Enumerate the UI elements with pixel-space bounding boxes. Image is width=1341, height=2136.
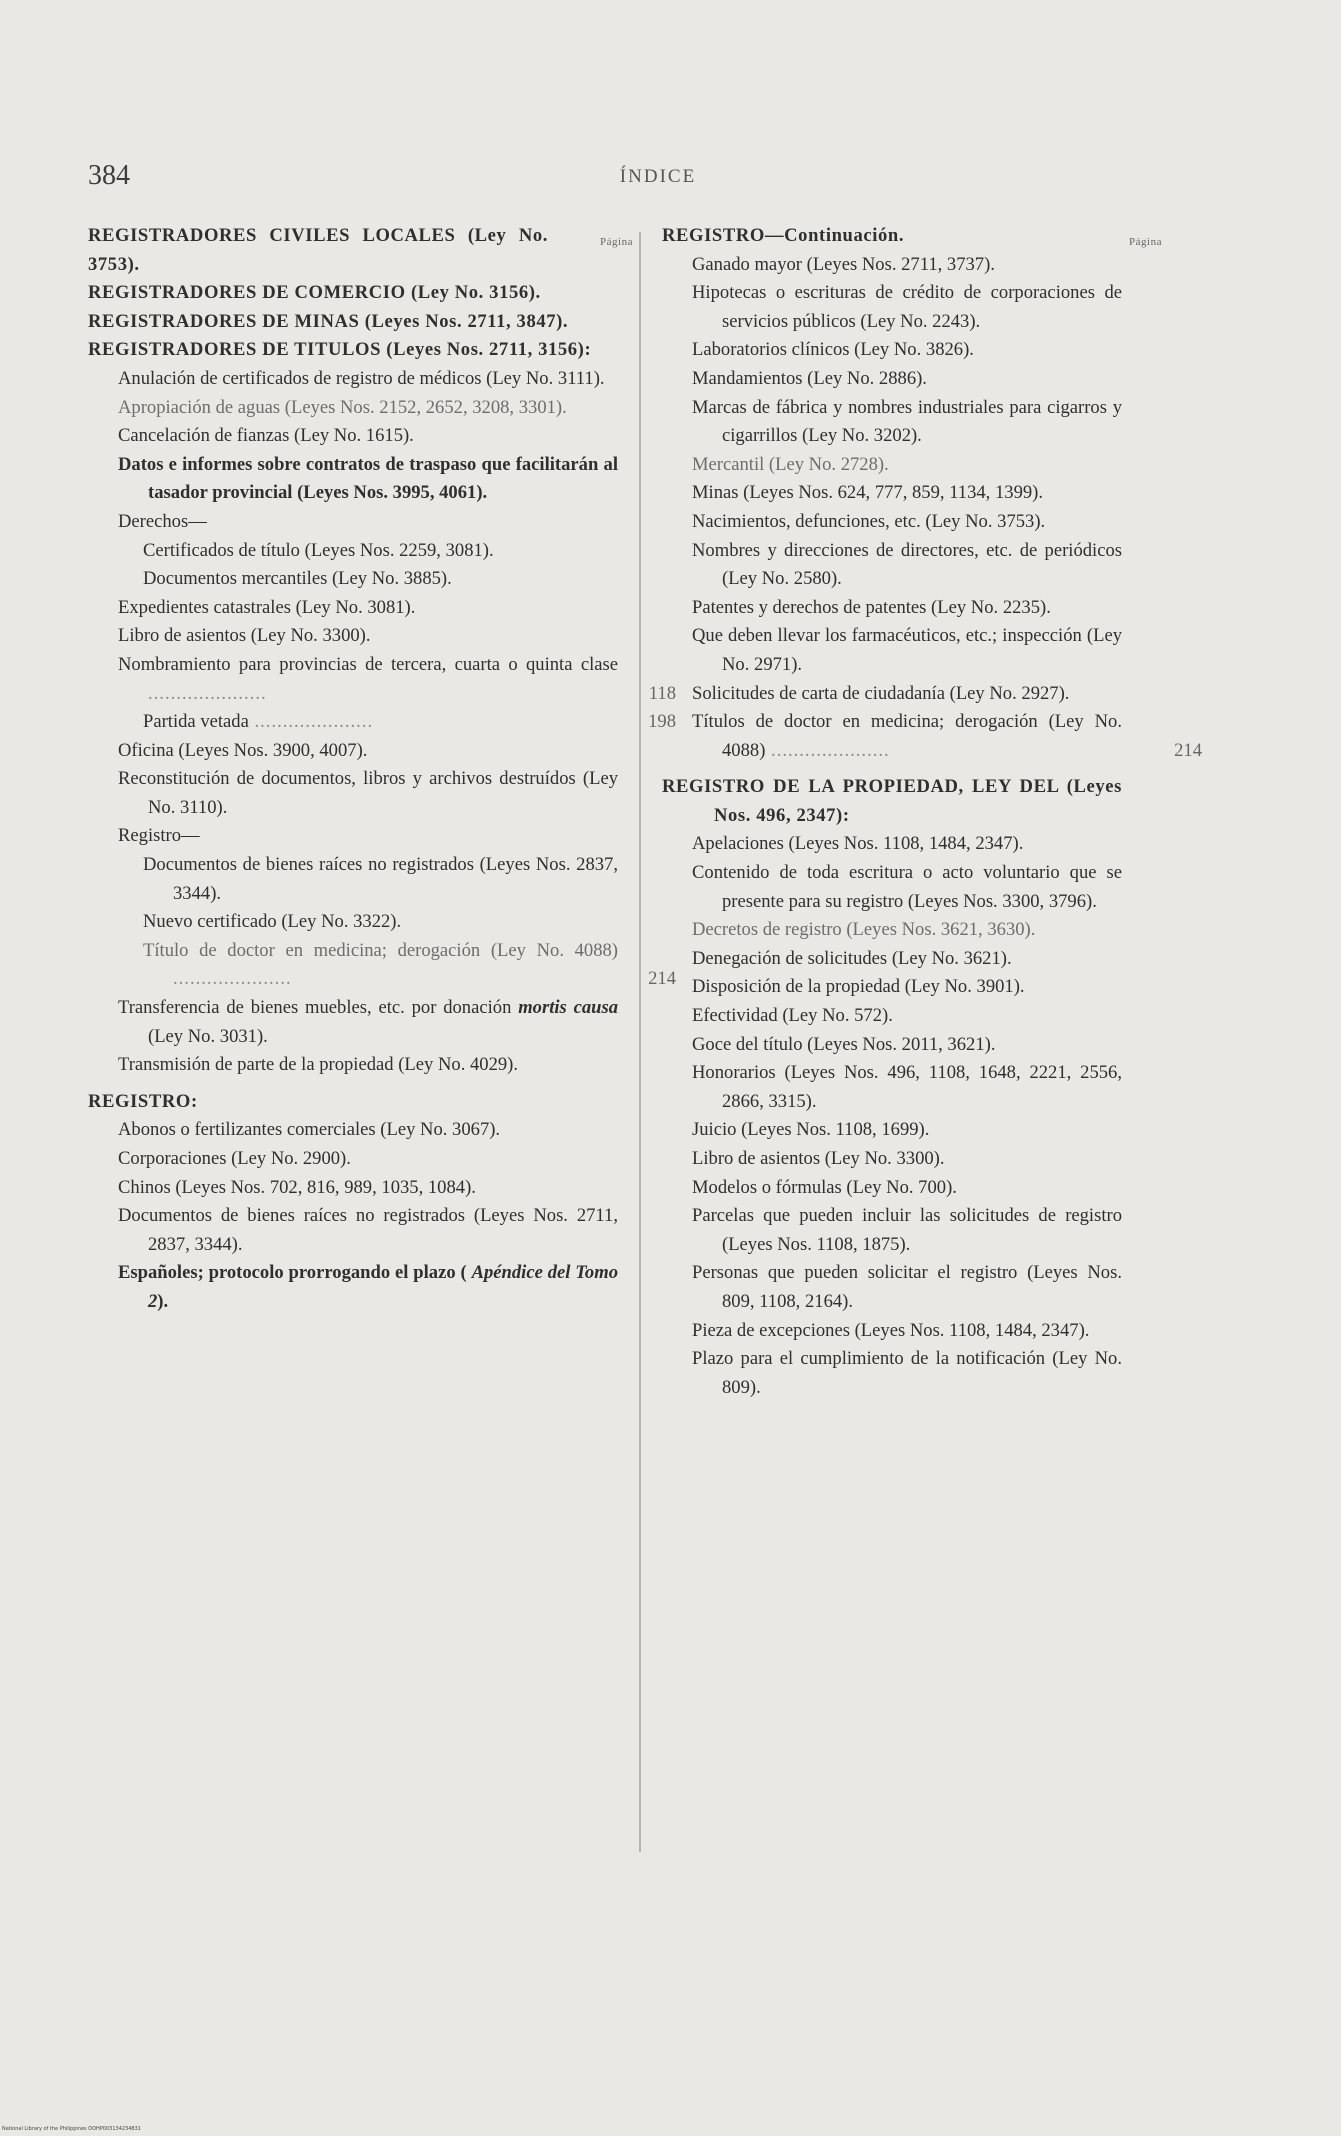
entry-text: Apelaciones (Leyes Nos. 1108, 1484, 2347). <box>692 833 1024 855</box>
index-entry <box>143 565 618 594</box>
column-divider <box>639 232 641 1852</box>
index-entry <box>692 537 1122 594</box>
entry-text: Anulación de certificados de registro de médicos (Ley No. 3111). <box>118 367 605 389</box>
page-header <box>88 160 1228 200</box>
entry-text: Ganado mayor (Leyes Nos. 2711, 3737). <box>692 253 995 275</box>
index-entry <box>692 394 1122 451</box>
entry-text: REGISTRADORES DE COMERCIO (Ley No. 3156). <box>88 282 541 304</box>
entry-text: Documentos mercantiles (Ley No. 3885). <box>143 568 452 590</box>
index-entry <box>118 1174 618 1203</box>
page-reference: 214 <box>648 968 676 990</box>
entry-text: Partida vetada <box>143 711 249 733</box>
entry-text: Minas (Leyes Nos. 624, 777, 859, 1134, 1399). <box>692 482 1044 504</box>
entry-text: REGISTRADORES CIVILES LOCALES (Ley No. 3753). <box>88 225 548 275</box>
index-entry <box>692 622 1122 679</box>
index-entry <box>118 651 676 708</box>
index-entry <box>692 1031 1122 1060</box>
index-entry <box>88 222 618 279</box>
entry-text: Modelos o fórmulas (Ley No. 700). <box>692 1176 957 1198</box>
entry-text: Goce del título (Leyes Nos. 2011, 3621). <box>692 1033 996 1055</box>
entry-text: Solicitudes de carta de ciudadanía (Ley No. 2927). <box>692 682 1070 704</box>
entry-text: Expedientes catastrales (Ley No. 3081). <box>118 596 416 618</box>
index-entry <box>88 308 618 337</box>
entry-text: Abonos o fertilizantes comerciales (Ley No. 3067). <box>118 1119 501 1141</box>
index-entry <box>662 773 1122 830</box>
index-entry <box>143 708 676 737</box>
index-entry <box>118 394 618 423</box>
index-entry <box>143 908 618 937</box>
entry-text: Mandamientos (Ley No. 2886). <box>692 367 927 389</box>
index-entry <box>692 1259 1122 1316</box>
index-entry <box>692 830 1122 859</box>
index-entry <box>692 1345 1122 1402</box>
entry-text: Denegación de solicitudes (Ley No. 3621). <box>692 947 1012 969</box>
index-entry <box>143 537 618 566</box>
entry-text: REGISTRADORES DE TITULOS (Leyes Nos. 2711, 3156): <box>88 339 592 361</box>
entry-text: REGISTRO DE LA PROPIEDAD, LEY DEL (Leyes Nos. 496, 2347): <box>662 776 1122 826</box>
page-number: 384 <box>88 160 130 191</box>
index-entry <box>692 916 1122 945</box>
entry-text: Patentes y derechos de patentes (Ley No. 2235). <box>692 596 1051 618</box>
entry-text: Españoles; protocolo prorrogando el plazo ( <box>118 1262 467 1284</box>
entry-text: Cancelación de fianzas (Ley No. 1615). <box>118 425 414 447</box>
entry-text: Oficina (Leyes Nos. 3900, 4007). <box>118 739 368 761</box>
entry-emphasis: mortis causa <box>518 997 619 1019</box>
index-entry <box>692 680 1122 709</box>
entry-text: Hipotecas o escrituras de crédito de corporaciones de servicios públicos (Ley No. 2243). <box>692 282 1122 332</box>
index-entry <box>118 508 618 537</box>
index-entry <box>692 859 1122 916</box>
entry-text: Efectividad (Ley No. 572). <box>692 1005 893 1027</box>
index-entry <box>143 851 618 908</box>
index-entry <box>118 765 618 822</box>
index-entry <box>692 336 1122 365</box>
entry-text: Títulos de doctor en medicina; derogación (Ley No. 4088) <box>692 711 1122 761</box>
index-entry <box>118 622 618 651</box>
entry-text: Nacimientos, defunciones, etc. (Ley No. 3753). <box>692 510 1046 532</box>
entry-text: Libro de asientos (Ley No. 3300). <box>692 1148 945 1169</box>
index-entry <box>118 1202 618 1259</box>
page-reference: 198 <box>648 711 676 733</box>
index-entry <box>118 1259 618 1316</box>
entry-text: REGISTRO—Continuación. <box>662 225 905 246</box>
index-entry <box>118 1051 618 1080</box>
entry-text: Derechos— <box>118 510 207 532</box>
entry-text: Transferencia de bienes muebles, etc. por donación <box>118 997 512 1019</box>
entry-text: Marcas de fábrica y nombres industriales para cigarros y cigarrillos (Ley No. 3202). <box>692 396 1122 447</box>
entry-text: Transmisión de parte de la propiedad (Ley No. 4029). <box>118 1054 519 1076</box>
entry-text: Documentos de bienes raíces no registrados (Leyes Nos. 2837, 3344). <box>143 854 618 904</box>
index-entry <box>692 508 1122 537</box>
entry-text: Datos e informes sobre contratos de traspaso que facilitarán al tasador provincial (Leyes Nos. 3995, 4061). <box>118 453 618 504</box>
index-entry <box>692 1202 1122 1259</box>
library-credit: National Library of the Philippines DOHP003134234831 <box>2 2126 141 2132</box>
entry-text: Pieza de excepciones (Leyes Nos. 1108, 1484, 2347). <box>692 1319 1090 1341</box>
index-entry <box>118 594 618 623</box>
entry-text: Libro de asientos (Ley No. 3300). <box>118 625 371 647</box>
index-entry <box>692 594 1122 623</box>
entry-text: Disposición de la propiedad (Ley No. 3901). <box>692 976 1025 998</box>
left-column <box>88 222 676 1317</box>
index-entry <box>692 945 1122 974</box>
entry-text: Chinos (Leyes Nos. 702, 816, 989, 1035, 1084). <box>118 1176 476 1198</box>
index-entry <box>692 1174 1122 1203</box>
index-entry <box>662 222 1122 251</box>
index-entry <box>88 279 618 308</box>
entry-text: Documentos de bienes raíces no registrados (Leyes Nos. 2711, 2837, 3344). <box>118 1205 618 1255</box>
index-entry <box>692 973 1122 1002</box>
entry-text: Corporaciones (Ley No. 2900). <box>118 1148 351 1169</box>
running-title: ÍNDICE <box>619 166 697 187</box>
right-column <box>662 222 1202 1402</box>
index-entry <box>143 937 676 994</box>
entry-text: REGISTRO: <box>88 1090 198 1112</box>
entry-text-tail: (Ley No. 3031). <box>148 1025 268 1047</box>
page-reference: 214 <box>1174 739 1202 761</box>
index-entry <box>692 1317 1122 1346</box>
index-entry <box>118 451 618 508</box>
index-entry <box>692 1145 1122 1174</box>
index-entry <box>118 822 618 851</box>
index-entry <box>118 422 618 451</box>
index-entry <box>692 479 1122 508</box>
entry-text: Nombramiento para provincias de tercera, cuarta o quinta clase <box>118 653 618 675</box>
pagina-label-left: Página <box>600 236 633 248</box>
index-entry <box>118 1145 618 1174</box>
entry-text: Certificados de título (Leyes Nos. 2259, 3081). <box>143 539 494 561</box>
entry-text: REGISTRADORES DE MINAS (Leyes Nos. 2711, 3847). <box>88 310 569 332</box>
entry-text: Juicio (Leyes Nos. 1108, 1699). <box>692 1119 930 1141</box>
index-entry <box>118 737 618 766</box>
index-entry <box>692 708 1202 765</box>
entry-text: Mercantil (Ley No. 2728). <box>692 453 889 475</box>
entry-text: Registro— <box>118 825 200 847</box>
index-entry <box>692 1116 1122 1145</box>
entry-text: Personas que pueden solicitar el registro (Leyes Nos. 809, 1108, 2164). <box>692 1262 1122 1312</box>
entry-text: Apropiación de aguas (Leyes Nos. 2152, 2652, 3208, 3301). <box>118 396 567 418</box>
index-entry <box>88 1088 618 1117</box>
entry-text: Parcelas que pueden incluir las solicitudes de registro (Leyes Nos. 1108, 1875). <box>692 1205 1122 1255</box>
page-reference: 118 <box>648 682 676 704</box>
entry-emphasis: Apéndice del Tomo 2 <box>148 1262 618 1312</box>
index-entry <box>692 1002 1122 1031</box>
index-entry <box>692 451 1122 480</box>
entry-text: Reconstitución de documentos, libros y archivos destruídos (Ley No. 3110). <box>118 768 618 818</box>
entry-text: Título de doctor en medicina; derogación (Ley No. 4088) <box>143 939 618 961</box>
entry-text: Decretos de registro (Leyes Nos. 3621, 3630). <box>692 919 1036 941</box>
entry-text: Laboratorios clínicos (Ley No. 3826). <box>692 339 974 361</box>
entry-text: Honorarios (Leyes Nos. 496, 1108, 1648, 2221, 2556, 2866, 3315). <box>692 1062 1122 1112</box>
index-entry <box>692 1059 1122 1116</box>
index-entry <box>88 336 618 365</box>
index-entry <box>692 251 1122 280</box>
entry-text: Nuevo certificado (Ley No. 3322). <box>143 911 402 933</box>
entry-text: Nombres y direcciones de directores, etc. de periódicos (Ley No. 2580). <box>692 539 1122 590</box>
index-entry <box>118 1116 618 1145</box>
index-entry <box>118 365 618 394</box>
index-entry <box>692 279 1122 336</box>
entry-text-tail: ). <box>157 1290 169 1312</box>
entry-text: Contenido de toda escritura o acto voluntario que se presente para su registro (Leyes Nos. 3300, 3796). <box>692 862 1122 912</box>
index-entry <box>118 994 618 1051</box>
entry-text: Plazo para el cumplimiento de la notificación (Ley No. 809). <box>692 1348 1122 1398</box>
pagina-label-right: Página <box>1129 236 1162 248</box>
entry-text: Que deben llevar los farmacéuticos, etc.; inspección (Ley No. 2971). <box>692 625 1122 675</box>
index-entry <box>692 365 1122 394</box>
